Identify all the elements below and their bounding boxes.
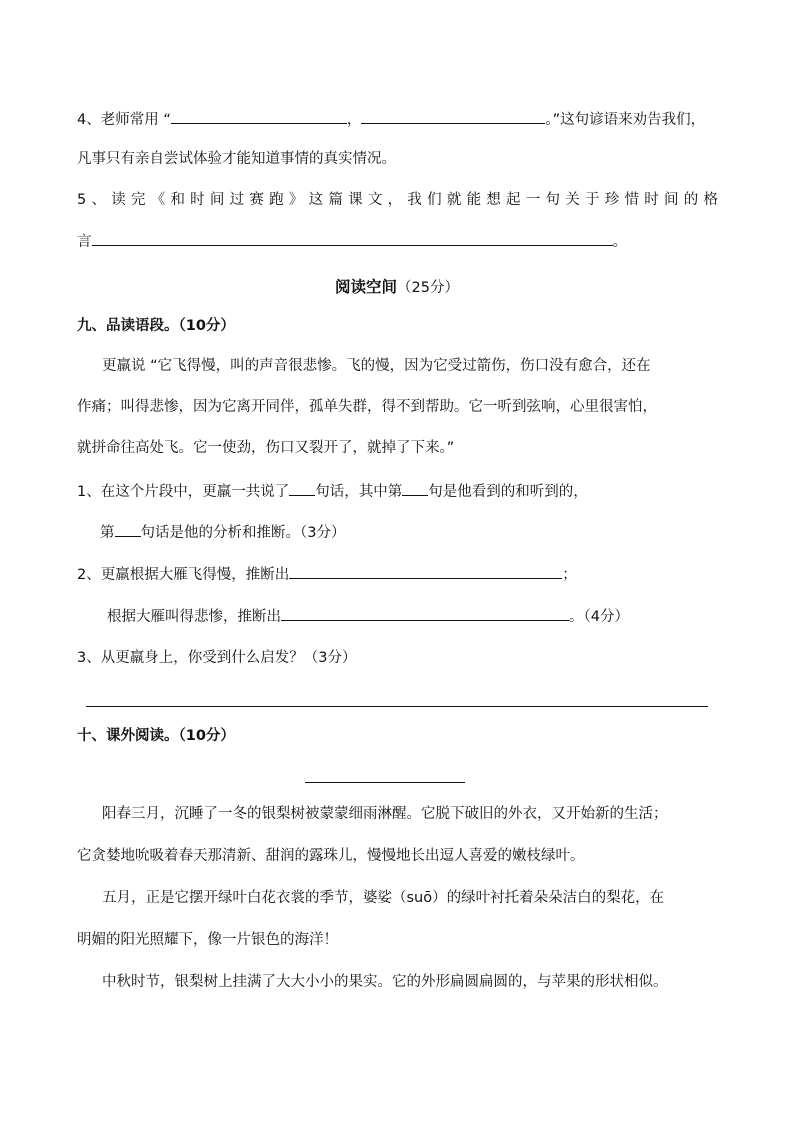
q5-text-1: 言 bbox=[77, 234, 92, 250]
answer-blank[interactable] bbox=[115, 522, 141, 537]
reading-line-5: 中秋时节，银梨树上挂满了大大小小的果实。它的外形扁圆扁圆的，与苹果的形状相似。 bbox=[102, 974, 668, 990]
part-10-heading: 十、课外阅读。（10分） bbox=[77, 728, 235, 744]
passage-line-2: 作痛；叫得悲惨，因为它离开同伴，孤单失群，得不到帮助。它一听到弦响，心里很害怕， bbox=[77, 399, 657, 415]
part-9-question-1 bbox=[77, 481, 588, 502]
part-9-question-2 bbox=[77, 564, 577, 585]
part-9-question-3: 3、从更羸身上，你受到什么启发？（3分） bbox=[77, 650, 357, 666]
question-5-line-2 bbox=[77, 231, 627, 252]
answer-blank[interactable] bbox=[361, 109, 545, 124]
answer-blank[interactable] bbox=[171, 109, 347, 124]
reading-line-2: 它贪婪地吮吸着春天那清新、甜润的露珠儿，慢慢地长出逗人喜爱的嫩枝绿叶。 bbox=[77, 848, 585, 864]
q1-text-2: 句话，其中第 bbox=[315, 484, 403, 500]
passage-line-1: 更羸说 “它飞得慢，叫的声音很悲惨。飞的慢，因为它受过箭伤，伤口没有愈合，还在 bbox=[102, 358, 651, 374]
question-4-line-1 bbox=[77, 109, 705, 130]
answer-blank[interactable] bbox=[281, 606, 569, 621]
q1-text-1: 1、在这个片段中，更羸一共说了 bbox=[77, 484, 290, 500]
section-title bbox=[0, 275, 794, 297]
part-9-question-1-cont bbox=[100, 522, 345, 543]
q4-text-1: 4、老师常用 “ bbox=[77, 112, 171, 128]
reading-line-1: 阳春三月，沉睡了一冬的银梨树被蒙蒙细雨淋醒。它脱下破旧的外衣，又开始新的生活； bbox=[102, 806, 668, 822]
part-9-question-2-cont bbox=[107, 606, 629, 627]
q2-text-3: 根据大雁叫得悲惨，推断出 bbox=[107, 609, 281, 625]
answer-blank[interactable] bbox=[289, 564, 562, 579]
answer-blank[interactable] bbox=[92, 231, 613, 246]
q4-text-2: ， bbox=[346, 112, 362, 128]
answer-line[interactable] bbox=[86, 706, 708, 707]
reading-line-4: 明媚的阳光照耀下，像一片银色的海洋！ bbox=[77, 932, 338, 948]
q1-text-4: 第 bbox=[100, 525, 115, 541]
q2-text-2: ； bbox=[562, 567, 577, 583]
q2-text-4: 。（4分） bbox=[569, 609, 629, 625]
answer-blank[interactable] bbox=[289, 481, 315, 496]
question-4-line-2: 凡事只有亲自尝试体验才能知道事情的真实情况。 bbox=[77, 151, 396, 167]
passage-line-3: 就拼命往高处飞。它一使劲，伤口又裂开了，就掉了下来。” bbox=[77, 440, 455, 456]
reading-line-3: 五月，正是它摆开绿叶白花衣裳的季节，婆娑（suō）的绿叶衬托着朵朵洁白的梨花，在 bbox=[102, 890, 665, 906]
title-blank[interactable] bbox=[305, 782, 465, 783]
q4-text-3: 。”这句谚语来劝告我们， bbox=[545, 112, 706, 128]
part-9-heading: 九、品读语段。（10分） bbox=[77, 318, 235, 334]
q2-text-1: 2、更羸根据大雁飞得慢，推断出 bbox=[77, 567, 290, 583]
section-points: （25分） bbox=[397, 280, 459, 296]
q5-text-2: 。 bbox=[612, 234, 627, 250]
question-5-line-1: 5、读完《和时间过赛跑》这篇课文，我们就能想起一句关于珍惜时间的格 bbox=[77, 192, 718, 208]
q1-text-3: 句是他看到的和听到的， bbox=[428, 484, 588, 500]
q1-text-5: 句话是他的分析和推断。（3分） bbox=[140, 525, 346, 541]
answer-blank[interactable] bbox=[402, 481, 428, 496]
section-title-text: 阅读空间 bbox=[335, 278, 398, 296]
